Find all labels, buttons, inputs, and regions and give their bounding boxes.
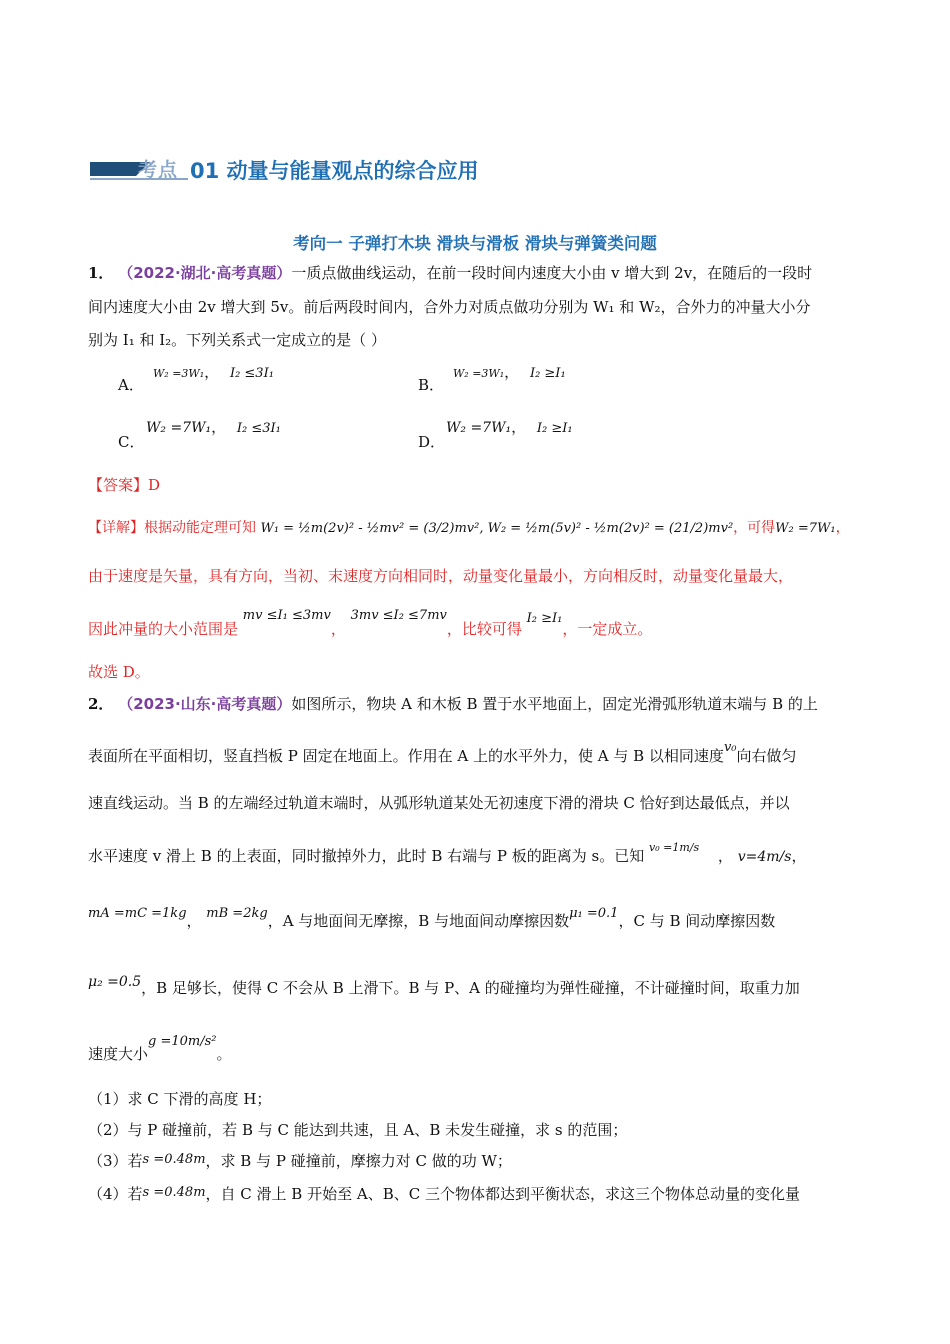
q1-option-b-formula: W₂ =3W₁， I₂ ≥I₁	[453, 363, 566, 381]
badge-tag: 考点	[138, 159, 179, 181]
q1-line1	[88, 263, 868, 283]
q2-sub3	[88, 1151, 868, 1173]
q2-line3: 速直线运动。当 B 的左端经过轨道末端时，从弧形轨道某处无初速度下滑的滑块 C 恰好到达最低点，并以	[88, 794, 790, 812]
q2-sub4	[88, 1184, 868, 1206]
q2-v-value: v=4m/s	[737, 849, 792, 865]
detail-label: 【详解】	[88, 520, 144, 536]
q2-line6	[88, 974, 868, 999]
option-a-label: A．	[118, 376, 144, 394]
q2-mass-ac: mA =mC =1kg	[88, 906, 187, 921]
detail-line3-a: 因此冲量的大小范围是	[88, 620, 239, 638]
topic-badge	[90, 156, 188, 184]
q1-conclusion: 故选 D。	[88, 663, 150, 681]
q2-line2	[88, 740, 868, 768]
q2-sub4-a: （4）若	[88, 1185, 143, 1203]
q2-s-value-2: s =0.48m	[142, 1185, 206, 1200]
option-d-w: W₂ =7W₁	[446, 420, 512, 436]
q2-sub2: （2）与 P 碰撞前，若 B 与 C 能达到共速，且 A、B 未发生碰撞，求 s 的范围；	[88, 1121, 628, 1139]
option-d-i: I₂ ≥I₁	[536, 421, 573, 436]
section-subtitle: 考向一 子弹打木块 滑块与滑板 滑块与弹簧类问题	[293, 234, 657, 253]
q2-line4: 水平速度 v 滑上 B 的上表面，同时撤掉外力，此时 B 右端与 P 板的距离为 s。已知 $^{v_0 =1m/s}$ ， v=4m/s，	[88, 841, 807, 865]
option-b-w: W₂ =3W₁	[453, 367, 505, 380]
q2-text-7a: 速度大小	[88, 1045, 149, 1063]
detail-range1: mv ≤I₁ ≤3mv	[242, 608, 331, 623]
q2-v0-value: v₀ =1m/s	[649, 841, 700, 854]
q2-mass-b: mB =2kg	[206, 906, 268, 921]
q1-number: 1．	[88, 264, 114, 282]
q2-line1	[88, 694, 868, 714]
option-a-i: I₂ ≤3I₁	[229, 366, 274, 381]
page-title: 01 动量与能量观点的综合应用	[190, 159, 479, 183]
q2-text-2b: 向右做匀	[736, 747, 797, 765]
q1-option-b	[418, 374, 444, 395]
q2-sub3-b: ，求 B 与 P 碰撞前，摩擦力对 C 做的功 W；	[205, 1152, 512, 1170]
q2-text-5b: ，C 与 B 间动摩擦因数	[618, 912, 776, 930]
q2-source: （2023·山东·高考真题）	[118, 695, 292, 713]
q2-text-5a: ，A 与地面间无摩擦，B 与地面间动摩擦因数	[267, 912, 570, 930]
detail-line3-b: ，比较可得	[446, 620, 522, 638]
q2-mu1: μ₁ =0.1	[569, 906, 619, 921]
q2-s-value: s =0.48m	[142, 1152, 206, 1167]
q2-text-2a: 表面所在平面相切，竖直挡板 P 固定在地面上。作用在 A 上的水平外力，使 A 与 B 以相同速度	[88, 747, 724, 765]
detail-lead: 根据动能定理可知	[144, 520, 256, 536]
detail-result: W₂ =7W₁	[775, 521, 836, 536]
detail-mid: ，可得	[733, 520, 776, 536]
q2-text-6: ，B 足够长，使得 C 不会从 B 上滑下。B 与 P、A 的碰撞均为弹性碰撞，不计碰撞时间，取重力加	[141, 979, 800, 997]
q2-sub1: （1）求 C 下滑的高度 H；	[88, 1090, 272, 1108]
section-header	[90, 150, 479, 190]
q1-option-c-formula: W₂ =7W₁， I₂ ≤3I₁	[146, 418, 281, 436]
answer-label: 【答案】	[88, 476, 149, 494]
q2-line7	[88, 1034, 868, 1066]
q1-detail-line1: 【详解】根据动能定理可知 W₁ = ½m(2v)² - ½mv² = (3/2)mv², W₂ = ½m(5v)² - ½m(2v)² = (21/2)mv²，可得W₂ =7W₁，	[88, 520, 850, 536]
option-c-w: W₂ =7W₁	[146, 420, 212, 436]
q2-sub3-a: （3）若	[88, 1152, 143, 1170]
q1-source: （2022·湖北·高考真题）	[118, 264, 292, 282]
q1-option-a	[118, 374, 144, 395]
q2-mu2: μ₂ =0.5	[88, 974, 142, 990]
q1-option-d	[418, 431, 445, 452]
option-d-label: D．	[418, 433, 446, 451]
detail-formula: W₁ = ½m(2v)² - ½mv² = (3/2)mv², W₂ = ½m(5v)² - ½m(2v)² = (21/2)mv²	[260, 521, 734, 536]
option-c-i: I₂ ≤3I₁	[236, 421, 281, 436]
q1-option-a-formula: W₂ =3W₁， I₂ ≤3I₁	[153, 363, 274, 381]
q1-text-1: 一质点做曲线运动，在前一段时间内速度大小由 v 增大到 2v，在随后的一段时	[291, 264, 813, 282]
detail-line3-c: ，一定成立。	[562, 620, 653, 638]
option-b-label: B．	[418, 376, 445, 394]
detail-range2: 3mv ≤I₂ ≤7mv	[350, 608, 447, 623]
option-c-label: C．	[118, 433, 145, 451]
q1-detail-line3: 因此冲量的大小范围是 mv ≤I₁ ≤3mv， 3mv ≤I₂ ≤7mv，比较可得 I₂ ≥I₁，一定成立。	[88, 608, 653, 638]
answer-value: D	[148, 476, 161, 494]
q1-option-d-formula: W₂ =7W₁， I₂ ≥I₁	[446, 418, 573, 436]
q2-line5: mA =mC =1kg， mB =2kg，A 与地面间无摩擦，B 与地面间动摩擦因数μ₁ =0.1，C 与 B 间动摩擦因数	[88, 906, 776, 930]
q1-option-c	[118, 431, 144, 452]
detail-compare: I₂ ≥I₁	[526, 611, 563, 626]
q2-number: 2．	[88, 695, 114, 713]
q2-v0: v₀	[723, 740, 737, 755]
q1-answer	[88, 475, 868, 495]
q2-g-value: g =10m/s²	[148, 1034, 217, 1049]
q1-detail-line2: 由于速度是矢量，具有方向，当初、末速度方向相同时，动量变化量最小，方向相反时，动量变化量最大，	[88, 567, 794, 585]
q2-text-4a: 水平速度 v 滑上 B 的上表面，同时撤掉外力，此时 B 右端与 P 板的距离为 s。已知	[88, 847, 645, 865]
q2-text-1: 如图所示，物块 A 和木板 B 置于水平地面上，固定光滑弧形轨道末端与 B 的上	[291, 695, 818, 713]
q2-text-7b: 。	[216, 1045, 232, 1063]
q2-sub4-b: ，自 C 滑上 B 开始至 A、B、C 三个物体都达到平衡状态，求这三个物体总动量的变化量	[205, 1185, 800, 1203]
q1-line3: 别为 I₁ 和 I₂。下列关系式一定成立的是（ ）	[88, 331, 386, 349]
badge-bar	[90, 162, 136, 176]
option-b-i: I₂ ≥I₁	[529, 366, 566, 381]
q1-line2: 间内速度大小由 2v 增大到 5v。前后两段时间内，合外力对质点做功分别为 W₁ 和 W₂，合外力的冲量大小分	[88, 298, 811, 316]
option-a-w: W₂ =3W₁	[153, 367, 205, 380]
